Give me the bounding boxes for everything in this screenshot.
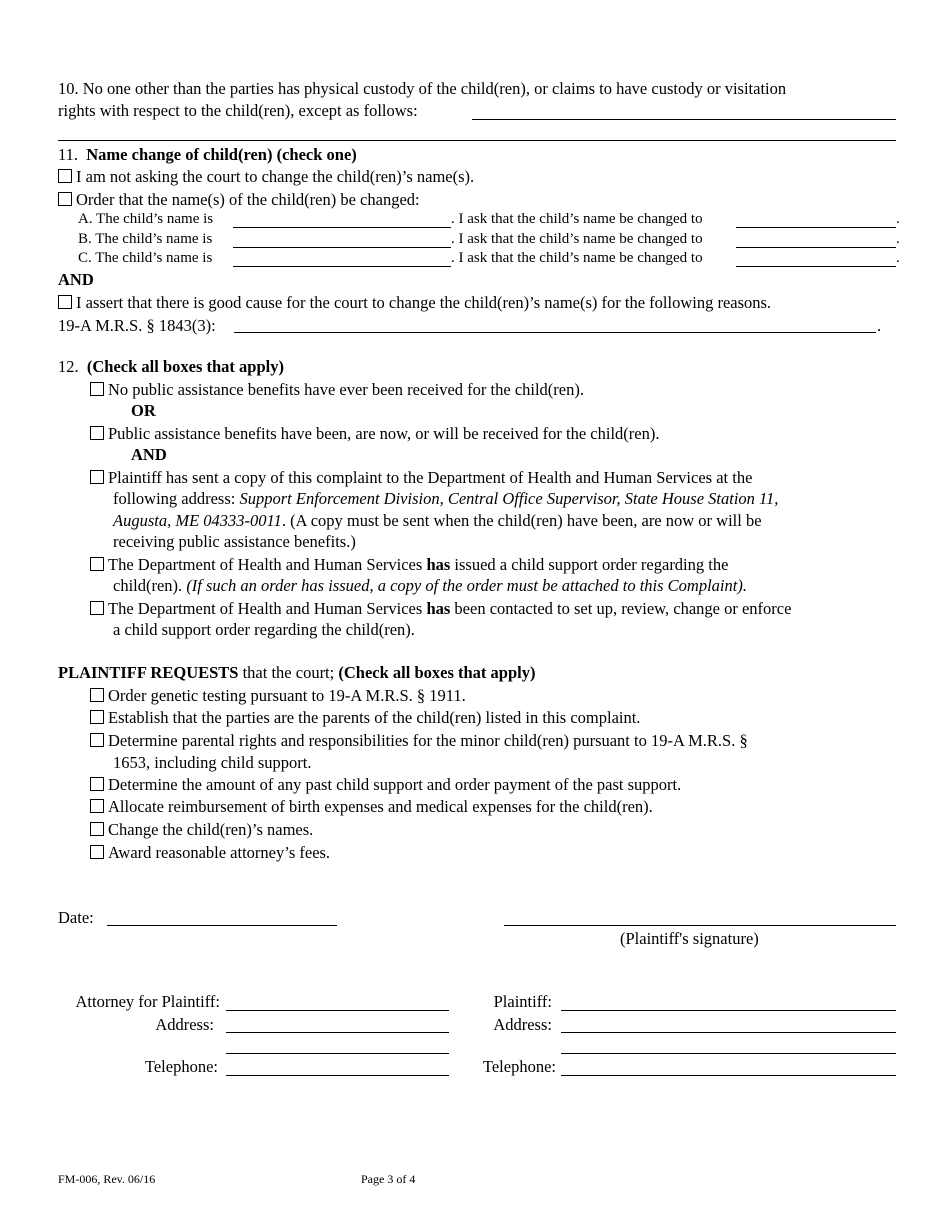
request-attorney-fees-label: Award reasonable attorney’s fees. (108, 843, 331, 862)
requests-heading (58, 663, 535, 683)
s10-exception-field-2[interactable] (58, 140, 896, 141)
attorney-telephone-field[interactable] (226, 1075, 449, 1076)
s10-exception-field[interactable] (472, 119, 896, 120)
request-establish-parents-checkbox[interactable] (90, 710, 104, 724)
s11-row-a-new-name[interactable] (736, 227, 896, 228)
s12-option-sent-copy (90, 468, 752, 488)
s11-option-assert (58, 293, 771, 313)
s12-option-no-assistance (90, 380, 584, 400)
s11-row-b-label: B. The child’s name is (78, 231, 213, 247)
s12-order-issued-checkbox[interactable] (90, 557, 104, 571)
request-change-names (90, 820, 313, 840)
s12-title: (Check all boxes that apply) (86, 357, 284, 376)
plaintiff-signature-label: (Plaintiff's signature) (620, 929, 759, 948)
s12-sent-copy-line2 (113, 489, 778, 509)
s12-option-assistance (90, 424, 659, 444)
s12-sent-copy-note: . (A copy must be sent when the child(ren) have been, are now or will be (281, 511, 762, 530)
s11-row-a-current-name[interactable] (233, 227, 451, 228)
s12-option-order-issued (90, 555, 728, 575)
request-parental-rights (90, 731, 748, 751)
s12-order-issued-bold: has (426, 555, 451, 574)
s11-assert-checkbox[interactable] (58, 295, 72, 309)
request-past-support-checkbox[interactable] (90, 777, 104, 791)
s12-sent-copy-line4: receiving public assistance benefits.) (113, 532, 356, 551)
s11-row-c-ask: . I ask that the child’s name be changed to (451, 250, 703, 266)
s12-number: 12. (58, 357, 79, 376)
s10-line1: 10. No one other than the parties has physical custody of the child(ren), or claims to have custody or visitation (58, 79, 787, 98)
request-birth-expenses-label: Allocate reimbursement of birth expenses and medical expenses for the child(ren). (108, 797, 653, 816)
s11-row-c-new-name[interactable] (736, 266, 896, 267)
s11-assert-label: I assert that there is good cause for the court to change the child(ren)’s name(s) for the following reasons. (76, 293, 772, 312)
s11-row-b-ask: . I ask that the child’s name be changed to (451, 231, 703, 247)
s11-statute-end: . (877, 316, 882, 335)
date-field[interactable] (107, 925, 337, 926)
s12-order-issued-post: issued a child support order regarding the (450, 555, 729, 574)
request-parental-rights-cont: 1653, including child support. (113, 753, 312, 772)
s12-sent-copy-line3 (113, 511, 762, 531)
s11-statute: 19-A M.R.S. § 1843(3): (58, 316, 216, 335)
s12-sent-copy-city: Augusta, ME 04333-0011 (113, 511, 282, 530)
plaintiff-address-label: Address: (493, 1015, 552, 1034)
s12-sent-copy-checkbox[interactable] (90, 470, 104, 484)
request-establish-parents (90, 708, 640, 728)
s12-or: OR (131, 401, 156, 420)
request-genetic-testing (90, 686, 466, 706)
footer-page-number: Page 3 of 4 (361, 1172, 416, 1186)
s12-assistance-checkbox[interactable] (90, 426, 104, 440)
s11-number: 11. (58, 145, 79, 164)
requests-heading-bold: PLAINTIFF REQUESTS (58, 663, 239, 682)
request-birth-expenses (90, 797, 653, 817)
s11-change-label: Order that the name(s) of the child(ren) be changed: (76, 190, 420, 209)
s12-no-assistance-label: No public assistance benefits have ever been received for the child(ren). (108, 380, 584, 399)
date-label: Date: (58, 908, 94, 927)
plaintiff-address-field-2[interactable] (561, 1053, 896, 1054)
s11-row-c-end: . (896, 250, 900, 266)
s12-order-issued-children: child(ren). (113, 576, 187, 595)
request-genetic-testing-checkbox[interactable] (90, 688, 104, 702)
footer-form-id: FM-006, Rev. 06/16 (58, 1172, 156, 1186)
s11-row-c-label: C. The child’s name is (78, 250, 213, 266)
attorney-label: Attorney for Plaintiff: (75, 992, 220, 1011)
plaintiff-telephone-field[interactable] (561, 1075, 896, 1076)
s12-contacted-pre: The Department of Health and Human Services (108, 599, 427, 618)
requests-heading-mid: that the court; (238, 663, 339, 682)
s11-option-change (58, 190, 420, 210)
plaintiff-address-field[interactable] (561, 1032, 896, 1033)
s12-order-issued-line2 (113, 576, 747, 596)
s12-and: AND (131, 445, 167, 464)
request-establish-parents-label: Establish that the parties are the parents of the child(ren) listed in this complaint. (108, 708, 641, 727)
request-past-support-label: Determine the amount of any past child support and order payment of the past support. (108, 775, 682, 794)
s12-sent-copy-address: Support Enforcement Division, Central Office Supervisor, State House Station 11, (239, 489, 779, 508)
s11-row-a-label: A. The child’s name is (78, 211, 214, 227)
s11-row-a-end: . (896, 211, 900, 227)
s11-no-change-checkbox[interactable] (58, 169, 72, 183)
request-parental-rights-checkbox[interactable] (90, 733, 104, 747)
s11-reasons-field[interactable] (234, 332, 876, 333)
request-change-names-checkbox[interactable] (90, 822, 104, 836)
attorney-address-field[interactable] (226, 1032, 449, 1033)
s10-line2: rights with respect to the child(ren), except as follows: (58, 101, 418, 120)
s11-row-c-current-name[interactable] (233, 266, 451, 267)
s11-row-b-new-name[interactable] (736, 247, 896, 248)
s12-option-contacted (90, 599, 791, 619)
s11-title: Name change of child(ren) (check one) (86, 145, 357, 164)
s12-heading (58, 357, 284, 377)
attorney-name-field[interactable] (226, 1010, 449, 1011)
s12-sent-copy-line1: Plaintiff has sent a copy of this complaint to the Department of Health and Human Services at the (108, 468, 753, 487)
request-genetic-testing-label: Order genetic testing pursuant to 19-A M.R.S. § 1911. (108, 686, 466, 705)
s11-row-b-end: . (896, 231, 900, 247)
s12-order-issued-pre: The Department of Health and Human Services (108, 555, 427, 574)
request-past-support (90, 775, 681, 795)
s12-contacted-checkbox[interactable] (90, 601, 104, 615)
plaintiff-signature-field[interactable] (504, 925, 896, 926)
s11-and: AND (58, 270, 94, 289)
s11-no-change-label: I am not asking the court to change the child(ren)’s name(s). (76, 167, 475, 186)
request-parental-rights-label: Determine parental rights and responsibilities for the minor child(ren) pursuant to 19-A M.R.S. § (108, 731, 748, 750)
request-attorney-fees (90, 843, 330, 863)
s12-assistance-label: Public assistance benefits have been, are now, or will be received for the child(ren). (108, 424, 660, 443)
s12-contacted-post: been contacted to set up, review, change or enforce (450, 599, 792, 618)
plaintiff-label: Plaintiff: (493, 992, 552, 1011)
plaintiff-name-field[interactable] (561, 1010, 896, 1011)
attorney-address-field-2[interactable] (226, 1053, 449, 1054)
s12-order-issued-note: (If such an order has issued, a copy of the order must be attached to this Complaint). (186, 576, 747, 595)
s11-row-b-current-name[interactable] (233, 247, 451, 248)
s12-contacted-line2: a child support order regarding the child(ren). (113, 620, 415, 639)
requests-heading-note: (Check all boxes that apply) (338, 663, 536, 682)
s12-contacted-bold: has (426, 599, 451, 618)
plaintiff-telephone-label: Telephone: (482, 1057, 556, 1076)
s11-option-no-change (58, 167, 474, 187)
attorney-telephone-label: Telephone: (144, 1057, 218, 1076)
request-change-names-label: Change the child(ren)’s names. (108, 820, 314, 839)
attorney-address-label: Address: (155, 1015, 214, 1034)
request-attorney-fees-checkbox[interactable] (90, 845, 104, 859)
s11-change-checkbox[interactable] (58, 192, 72, 206)
s11-heading (58, 145, 357, 165)
s12-sent-copy-address-lead: following address: (113, 489, 240, 508)
s12-no-assistance-checkbox[interactable] (90, 382, 104, 396)
s11-row-a-ask: . I ask that the child’s name be changed to (451, 211, 703, 227)
request-birth-expenses-checkbox[interactable] (90, 799, 104, 813)
